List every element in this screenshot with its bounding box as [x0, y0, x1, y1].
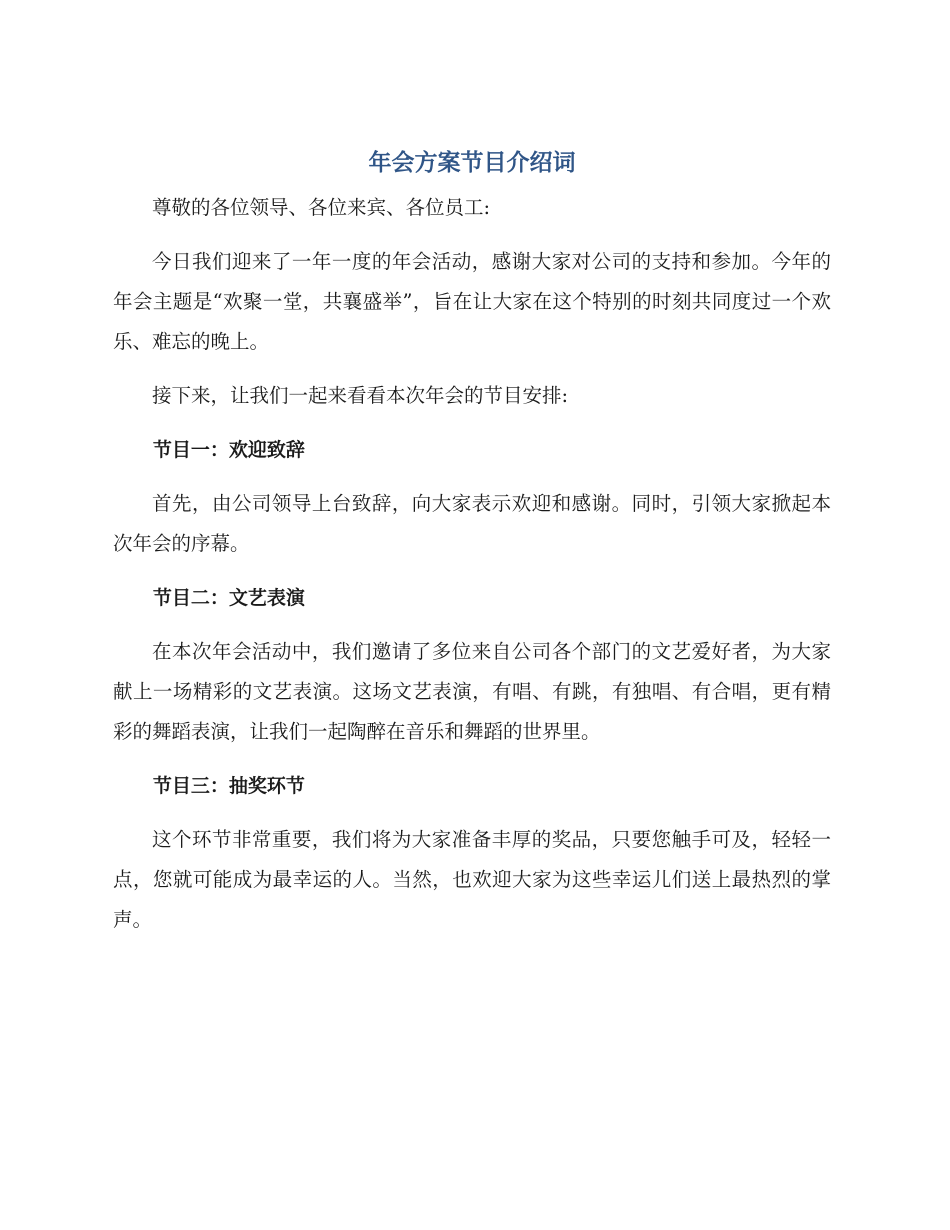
program-3-body: 这个环节非常重要，我们将为大家准备丰厚的奖品，只要您触手可及，轻轻一点，您就可能成为最幸运的人。当然，也欢迎大家为这些幸运儿们送上最热烈的掌声。 [113, 828, 831, 931]
program-2-heading: 节目二：文艺表演 [152, 587, 305, 609]
transition-paragraph: 接下来，让我们一起来看看本次年会的节目安排: [152, 384, 569, 407]
program-1-heading: 节目一：欢迎致辞 [152, 439, 305, 461]
program-1-body: 首先，由公司领导上台致辞，向大家表示欢迎和感谢。同时，引领大家掀起本次年会的序幕。 [113, 492, 831, 555]
document-title: 年会方案节目介绍词 [368, 150, 576, 176]
intro-paragraph: 今日我们迎来了一年一度的年会活动，感谢大家对公司的支持和参加。今年的年会主题是“欢聚一堂，共襄盛举”，旨在让大家在这个特别的时刻共同度过一个欢乐、难忘的晚上。 [113, 250, 831, 353]
program-3-heading: 节目三：抽奖环节 [152, 775, 305, 797]
document-page [113, 146, 831, 954]
program-2-body: 在本次年会活动中，我们邀请了多位来自公司各个部门的文艺爱好者，为大家献上一场精彩的文艺表演。这场文艺表演，有唱、有跳，有独唱、有合唱，更有精彩的舞蹈表演，让我们一起陶醉在音乐和舞蹈的世界里。 [113, 640, 831, 743]
salutation: 尊敬的各位领导、各位来宾、各位员工: [152, 196, 491, 219]
